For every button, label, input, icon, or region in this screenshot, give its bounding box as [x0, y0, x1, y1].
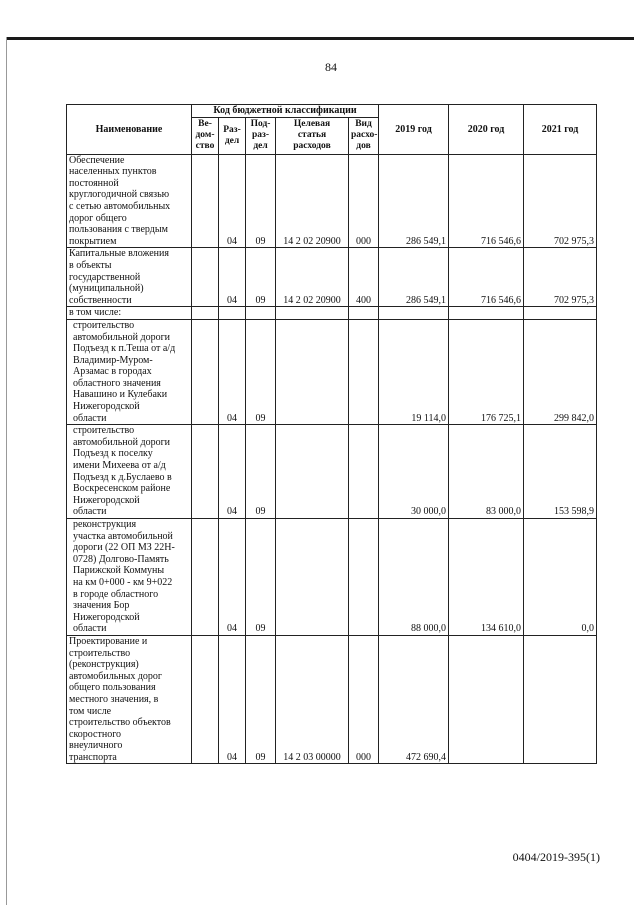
page-top-rule [6, 37, 634, 40]
cell-y2021 [524, 307, 597, 320]
cell-name: в том числе: [67, 307, 192, 320]
header-2020: 2020 год [449, 105, 524, 155]
cell-vedomstvo [192, 319, 219, 424]
cell-statya: 14 2 02 20900 [276, 248, 349, 307]
header-vedomstvo: Ве- дом- ство [192, 117, 219, 154]
cell-name: Проектирование и строительство (реконструкция) автомобильных дорог общего пользования местного значения, в том числе строительство объектов скоростного внеуличного транспорта [67, 635, 192, 764]
cell-vid [349, 425, 379, 519]
table-row [67, 519, 597, 636]
header-2019: 2019 год [379, 105, 449, 155]
cell-statya: 14 2 03 00000 [276, 635, 349, 764]
footer-document-code: 0404/2019-395(1) [512, 850, 600, 864]
cell-name: Капитальные вложения в объекты государственной (муниципальной) собственности [67, 248, 192, 307]
header-name: Наименование [67, 105, 192, 155]
cell-statya [276, 307, 349, 320]
cell-vid: 000 [349, 154, 379, 248]
cell-y2019: 88 000,0 [379, 519, 449, 636]
cell-name: реконструкция участка автомобильной дороги (22 ОП МЗ 22Н- 0728) Долгово-Память Парижской Коммуны на км 0+000 - км 9+022 в городе областного значения Бор Нижегородской области [67, 519, 192, 636]
table-header-row [67, 105, 597, 118]
cell-y2020: 83 000,0 [449, 425, 524, 519]
cell-y2020: 716 546,6 [449, 248, 524, 307]
table-row [67, 319, 597, 424]
table-row [67, 635, 597, 764]
page-left-edge [6, 37, 7, 905]
cell-y2019: 30 000,0 [379, 425, 449, 519]
cell-vedomstvo [192, 154, 219, 248]
cell-razdel: 04 [219, 248, 246, 307]
cell-razdel: 04 [219, 319, 246, 424]
header-razdel: Раз- дел [219, 117, 246, 154]
table-body [67, 154, 597, 764]
cell-y2020 [449, 307, 524, 320]
cell-vid [349, 307, 379, 320]
table-row [67, 248, 597, 307]
cell-y2021: 153 598,9 [524, 425, 597, 519]
cell-statya [276, 425, 349, 519]
cell-y2020: 716 546,6 [449, 154, 524, 248]
header-podrazdel: Под- раз- дел [246, 117, 276, 154]
cell-podrazdel [246, 307, 276, 320]
cell-vedomstvo [192, 307, 219, 320]
cell-razdel: 04 [219, 519, 246, 636]
cell-vid [349, 319, 379, 424]
cell-y2021 [524, 635, 597, 764]
cell-y2019: 286 549,1 [379, 154, 449, 248]
page-number: 84 [325, 60, 337, 74]
cell-y2021: 0,0 [524, 519, 597, 636]
cell-y2020: 134 610,0 [449, 519, 524, 636]
header-classification-group: Код бюджетной классификации [192, 105, 379, 118]
cell-podrazdel: 09 [246, 154, 276, 248]
cell-vid [349, 519, 379, 636]
cell-y2019: 19 114,0 [379, 319, 449, 424]
cell-name: строительство автомобильной дороги Подъезд к поселку имени Михеева от а/д Подъезд к д.Буслаево в Воскресенском районе Нижегородской области [67, 425, 192, 519]
table-row [67, 425, 597, 519]
cell-podrazdel: 09 [246, 519, 276, 636]
cell-razdel: 04 [219, 425, 246, 519]
cell-statya: 14 2 02 20900 [276, 154, 349, 248]
cell-y2019: 286 549,1 [379, 248, 449, 307]
table-row [67, 307, 597, 320]
header-2021: 2021 год [524, 105, 597, 155]
header-statya: Целевая статья расходов [276, 117, 349, 154]
cell-vid: 000 [349, 635, 379, 764]
cell-vedomstvo [192, 519, 219, 636]
budget-table [66, 104, 597, 764]
cell-razdel: 04 [219, 154, 246, 248]
cell-vedomstvo [192, 425, 219, 519]
table-row [67, 154, 597, 248]
cell-y2020 [449, 635, 524, 764]
cell-razdel: 04 [219, 635, 246, 764]
header-vid: Вид расхо- дов [349, 117, 379, 154]
cell-vedomstvo [192, 635, 219, 764]
cell-razdel [219, 307, 246, 320]
cell-statya [276, 319, 349, 424]
cell-statya [276, 519, 349, 636]
cell-y2021: 702 975,3 [524, 248, 597, 307]
cell-y2020: 176 725,1 [449, 319, 524, 424]
cell-podrazdel: 09 [246, 425, 276, 519]
cell-vid: 400 [349, 248, 379, 307]
cell-name: строительство автомобильной дороги Подъезд к п.Теша от а/д Владимир-Муром- Арзамас в городах областного значения Навашино и Кулебаки Нижегородской области [67, 319, 192, 424]
cell-vedomstvo [192, 248, 219, 307]
cell-podrazdel: 09 [246, 635, 276, 764]
cell-y2021: 702 975,3 [524, 154, 597, 248]
cell-podrazdel: 09 [246, 248, 276, 307]
cell-y2019 [379, 307, 449, 320]
cell-podrazdel: 09 [246, 319, 276, 424]
cell-y2021: 299 842,0 [524, 319, 597, 424]
cell-y2019: 472 690,4 [379, 635, 449, 764]
cell-name: Обеспечение населенных пунктов постоянной круглогодичной связью с сетью автомобильных дорог общего пользования с твердым покрытием [67, 154, 192, 248]
